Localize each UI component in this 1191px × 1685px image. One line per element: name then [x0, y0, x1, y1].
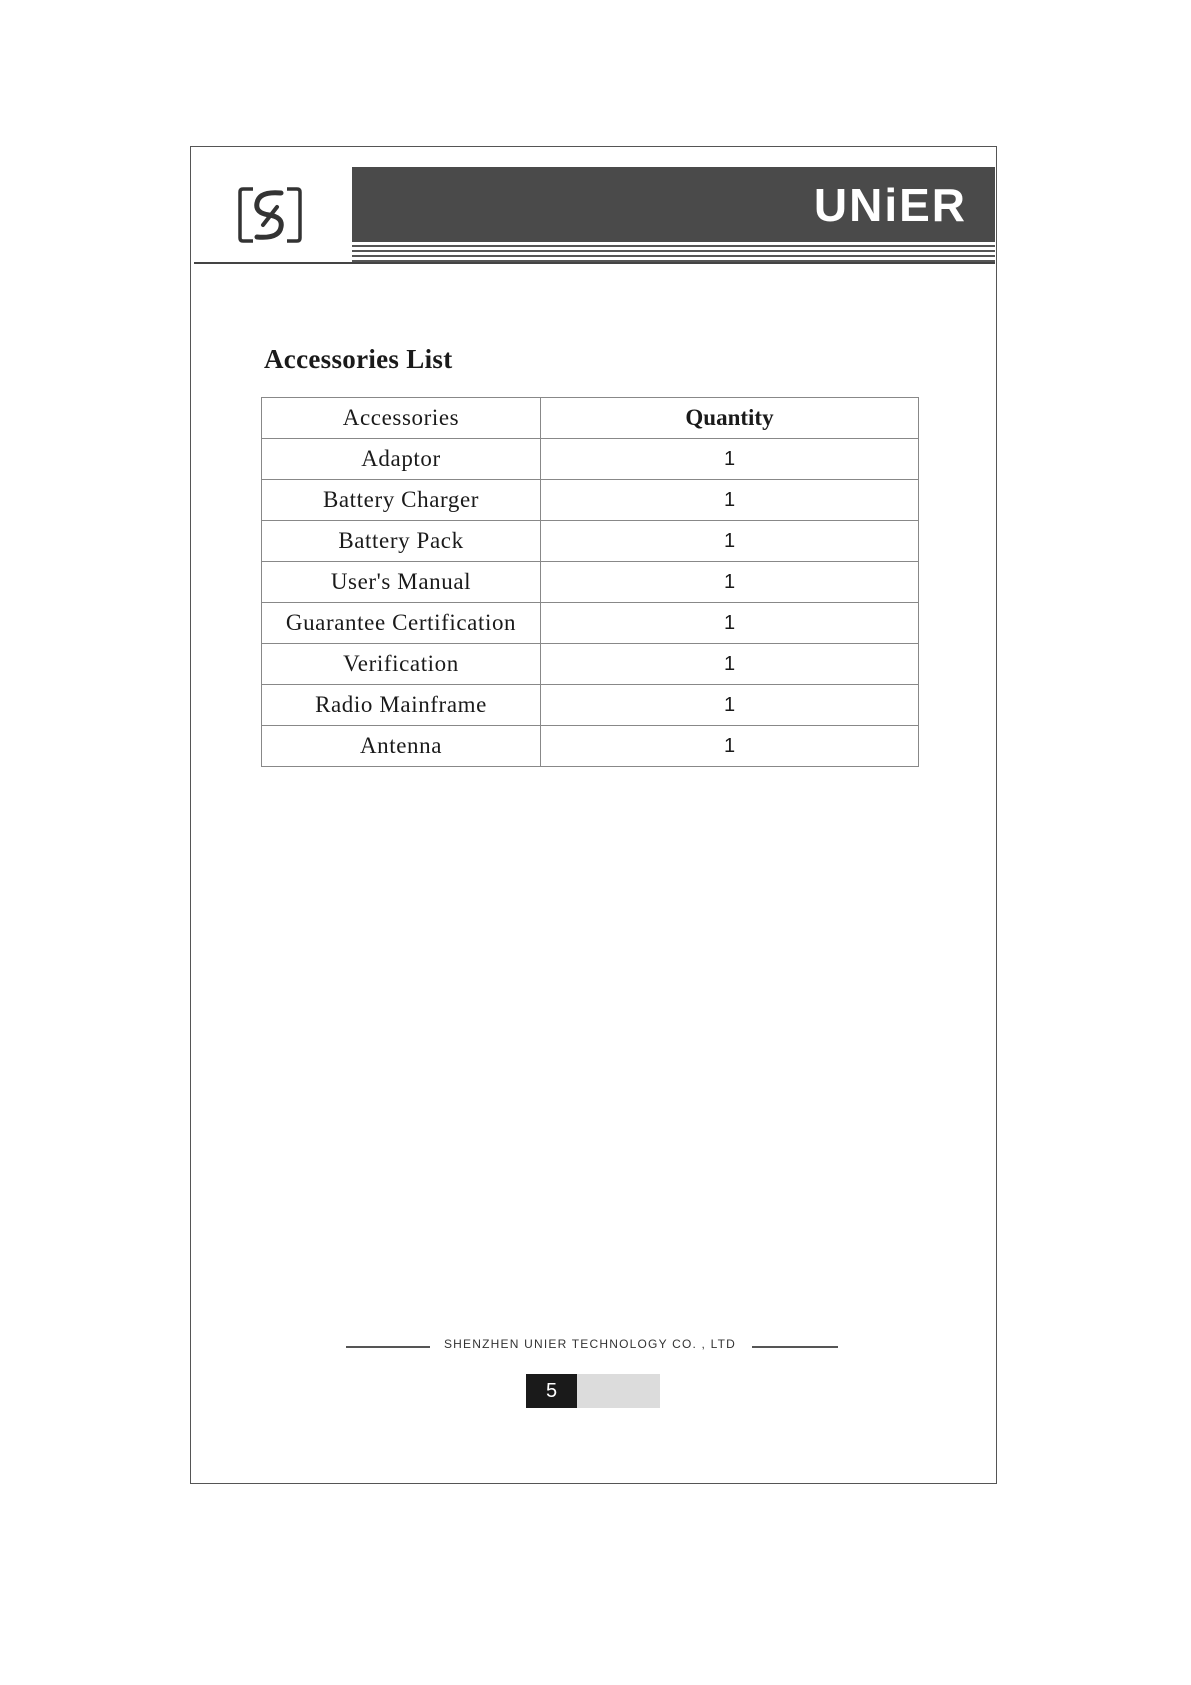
accessory-name: Battery Charger — [262, 480, 541, 521]
page-title: Accessories List — [264, 344, 453, 374]
accessories-table — [261, 397, 919, 767]
accessory-quantity: 1 — [541, 439, 919, 480]
accessory-name: Antenna — [262, 726, 541, 767]
accessory-name: Guarantee Certification — [262, 603, 541, 644]
table-row — [262, 644, 919, 685]
footer-rule-right — [752, 1346, 838, 1348]
table-header-row — [262, 398, 919, 439]
accessory-quantity: 1 — [541, 562, 919, 603]
accessory-quantity: 1 — [541, 603, 919, 644]
brand-name: UNiER — [813, 179, 967, 231]
accessory-name: Adaptor — [262, 439, 541, 480]
column-header-accessories: Accessories — [262, 398, 541, 439]
footer-company-name: SHENZHEN UNIER TECHNOLOGY CO. , LTD — [443, 1337, 737, 1351]
accessory-quantity: 1 — [541, 480, 919, 521]
table-row — [262, 603, 919, 644]
table-row — [262, 480, 919, 521]
page-number: 5 — [526, 1374, 577, 1408]
table-row — [262, 685, 919, 726]
accessory-quantity: 1 — [541, 521, 919, 562]
footer-rule-left — [346, 1346, 430, 1348]
header-rule — [194, 262, 995, 264]
accessory-quantity: 1 — [541, 726, 919, 767]
page-number-box — [526, 1374, 660, 1408]
accessory-name: Radio Mainframe — [262, 685, 541, 726]
accessory-quantity: 1 — [541, 644, 919, 685]
table-row — [262, 562, 919, 603]
table-row — [262, 726, 919, 767]
column-header-quantity: Quantity — [541, 398, 919, 439]
table-row — [262, 439, 919, 480]
accessory-name: User's Manual — [262, 562, 541, 603]
accessory-name: Verification — [262, 644, 541, 685]
header-bar — [352, 167, 995, 242]
accessory-name: Battery Pack — [262, 521, 541, 562]
accessory-quantity: 1 — [541, 685, 919, 726]
unier-logo-icon — [237, 183, 303, 247]
table-row — [262, 521, 919, 562]
